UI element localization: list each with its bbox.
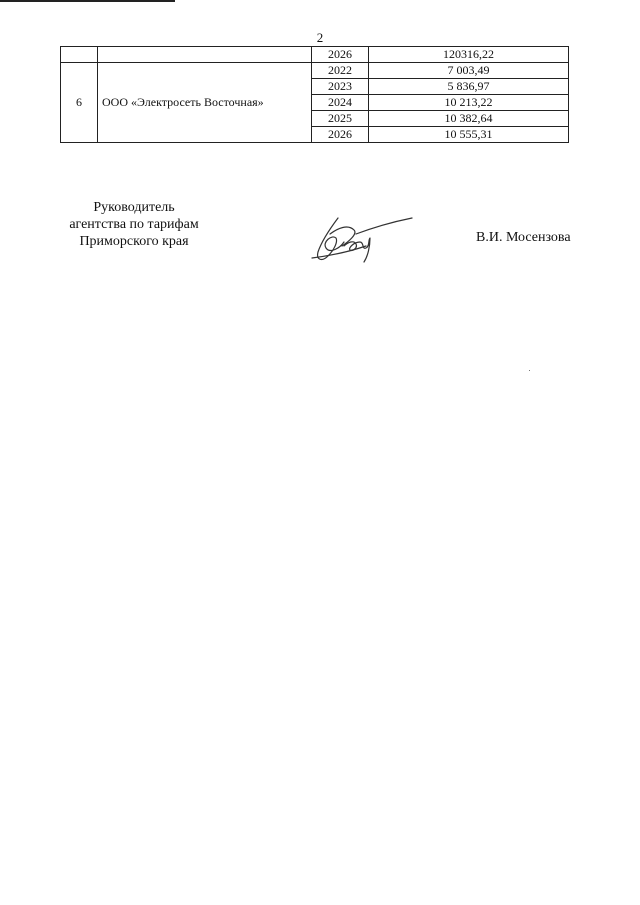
signer-name: В.И. Мосензова <box>476 230 571 245</box>
table-row <box>61 63 569 79</box>
handwritten-signature <box>308 212 418 270</box>
table-row <box>61 47 569 63</box>
year-cell: 2023 <box>312 79 369 95</box>
row-number-cell <box>61 47 98 63</box>
value-cell: 10 213,22 <box>369 95 569 111</box>
signer-title-line: Руководитель <box>93 200 175 215</box>
value-cell: 10 555,31 <box>369 127 569 143</box>
row-number-cell: 6 <box>61 63 98 143</box>
value-cell: 120316,22 <box>369 47 569 63</box>
year-cell: 2026 <box>312 47 369 63</box>
year-cell: 2026 <box>312 127 369 143</box>
scan-edge-mark <box>0 0 175 2</box>
scan-speck <box>529 370 530 371</box>
organization-cell <box>98 47 312 63</box>
signer-title-line: агентства по тарифам <box>69 217 199 232</box>
value-cell: 10 382,64 <box>369 111 569 127</box>
year-cell: 2025 <box>312 111 369 127</box>
page-number: 2 <box>316 30 324 45</box>
signer-title-line: Приморского края <box>79 234 189 249</box>
tariff-table <box>60 46 569 143</box>
year-cell: 2022 <box>312 63 369 79</box>
value-cell: 5 836,97 <box>369 79 569 95</box>
year-cell: 2024 <box>312 95 369 111</box>
organization-cell: ООО «Электросеть Восточная» <box>98 63 312 143</box>
value-cell: 7 003,49 <box>369 63 569 79</box>
signer-title <box>54 199 214 250</box>
